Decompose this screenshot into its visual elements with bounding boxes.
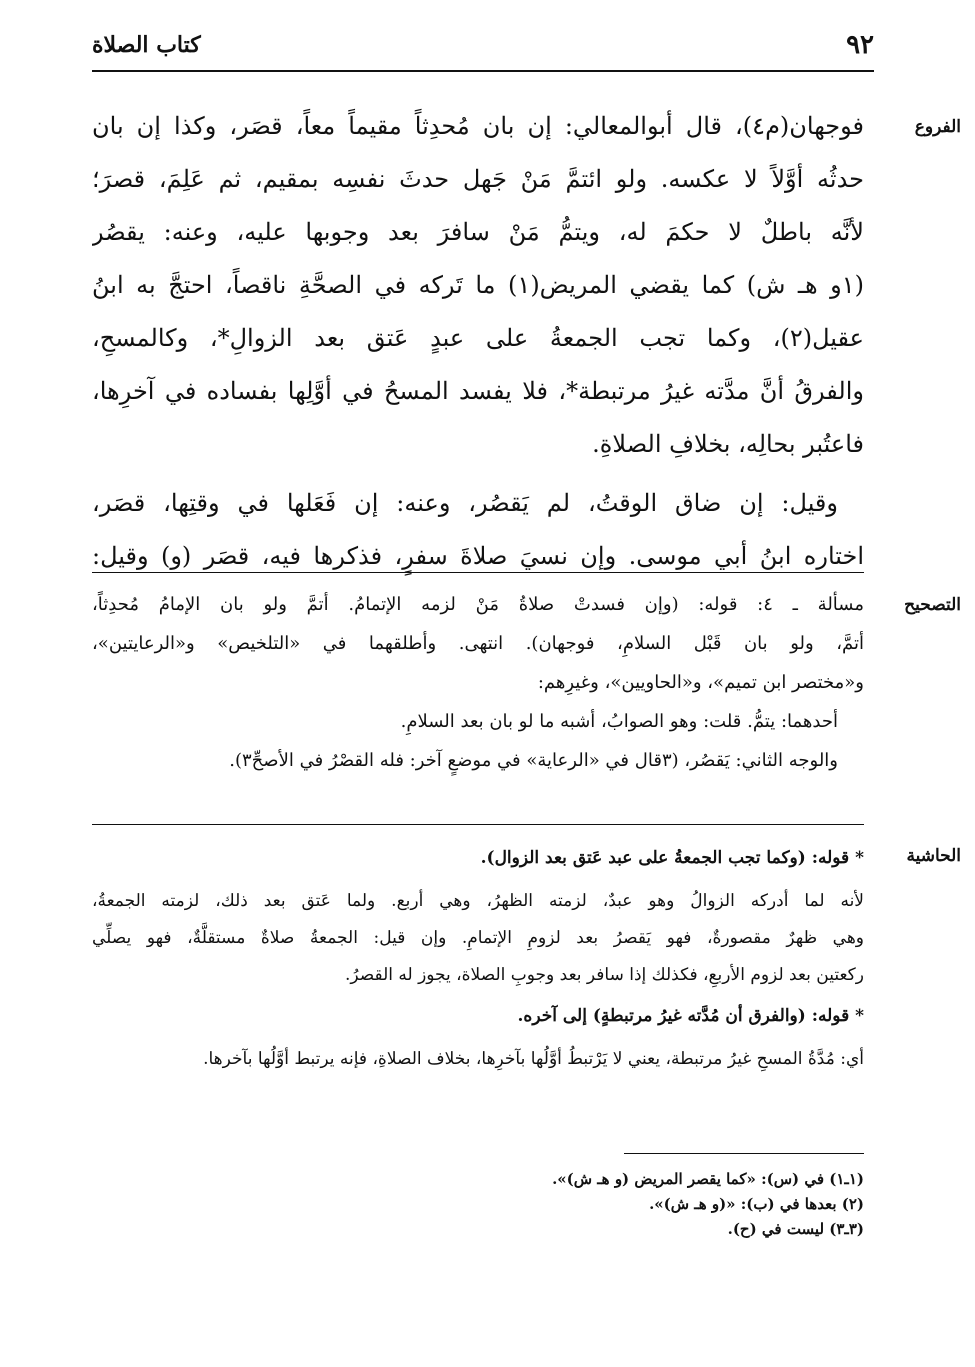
hashiya-line: أي: مُدَّةُ المسحِ غيرُ مرتبطة، يعني لا يَرْتبطُ أوَّلُها بآخرِها، بخلاف الصلاةِ، فإنه يرتبط أوَّلُها بآخرها.: [203, 1049, 864, 1069]
furu-line: والفرقُ أنَّ مدَّته غيرُ مرتبطة*، فلا يفسد المسحُ في أوَّلِها بفساده في آخرِها،: [92, 377, 864, 405]
tashih-line: والوجه الثاني: يَقصُر، (٣قال في «الرعاية» في موضعٍ آخر: فله القصْرُ في الأصحِّ٣).: [229, 750, 838, 771]
label-tashih: التصحيح: [904, 595, 961, 615]
tashih-line: أتمَّ، ولو بان قَبْل السلامِ، فوجهان). انتهى. وأطلقهما في «التلخيص» و«الرعايتين»،: [92, 633, 864, 654]
hashiya-line: وهي ظهرٌ مقصورةٌ، فهو يَقصرُ بعد لزومِ الإتمامِ. وإن قيل: الجمعةُ صلاةٌ مستقلَّةٌ، فهو يصلِّي: [92, 928, 864, 948]
furu-line: فوجهان(م٤)، قال أبوالمعالي: إن بان مُحدِثاً مقيماً معاً، قصَر، وكذا إن بان: [92, 112, 864, 140]
tashih-section: [92, 585, 864, 780]
tashih-line: أحدهما: يتمُّ. قلت: وهو الصوابُ، أشبه ما لو بان بعد السلامِ.: [400, 711, 838, 732]
section-rule: [92, 572, 864, 573]
furu-line: اختاره ابنُ أبي موسى. وإن نسيَ صلاةَ سفرٍ، فذكرها فيه، قصَر (و) وقيل:: [92, 542, 864, 570]
footnote: (٢) بعدها في (ب): «(و هـ ش)».: [649, 1195, 864, 1213]
hashiya-quote: * قوله: (وكما تجب الجمعةُ على عبد عَتق بعد الزوال).: [480, 848, 864, 868]
tashih-line: و«مختصر ابن تميم»، و«الحاويين»، وغيرِهم:: [537, 672, 864, 693]
label-hashiya: الحاشية: [906, 846, 961, 866]
furu-line: وقيل: إن ضاق الوقتُ، لم يَقصُر، وعنه: إن فَعَلها في وقتِها، قصَر،: [92, 489, 838, 517]
footnotes: [92, 1167, 864, 1242]
footnote: (١ـ١) في (س): «كما يقصر المريض (و هـ ش)».: [552, 1170, 864, 1188]
page-number: ٩٢: [846, 30, 874, 60]
hashiya-line: لأنه لما أدركه الزوالُ وهو عبدٌ، لزمته الظهرُ، وهي أربع. ولما عَتق بعد ذلك، لزمته الجمعةُ،: [92, 891, 864, 911]
section-rule: [92, 824, 864, 825]
header-rule: [92, 70, 874, 72]
page-header: [92, 28, 874, 64]
furu-line: حدثُه أوَّلاً لا عكسه. ولو ائتمَّ مَنْ جَهل حدثَ نفسِه بمقيم، ثم عَلِمَ، قصرَ؛: [92, 165, 864, 193]
furu-line: لأنَّه باطلٌ لا حكمَ له، ويتمُّ مَنْ سافرَ بعد وجوبها عليه، وعنه: يقصُر: [92, 218, 864, 246]
tashih-line: مسألة ـ ٤: قوله: (وإن فسدتْ صلاةُ مَنْ لزمه الإتمامُ. أتمَّ ولو بان الإمامُ مُحدِثاً،: [92, 594, 864, 615]
running-title: كتاب الصلاة: [92, 32, 201, 58]
furu-section: [92, 100, 864, 583]
label-furu: الفروع: [914, 117, 961, 137]
footnote-rule: [624, 1153, 864, 1154]
footnote: (٣ـ٣) ليست في (ح).: [727, 1220, 864, 1238]
hashiya-quote: * قوله: (والفرق أن مُدَّته غيرُ مرتبطةٍ) إلى آخره.: [517, 1006, 864, 1026]
hashiya-section: [92, 840, 864, 1078]
furu-line: فاعتُبر بحالِه، بخلافِ الصلاةِ.: [592, 430, 864, 458]
furu-line: عقيل(٢)، وكما تجب الجمعةُ على عبدٍ عَتق بعد الزوالِ*، وكالمسحِ،: [92, 324, 864, 352]
furu-line: (١و هـ ش) كما يقضي المريض(١) ما تَركه في الصحَّةِ ناقصاً، احتجَّ به ابنُ: [92, 271, 864, 299]
hashiya-line: ركعتين بعد لزوم الأربعِ، فكذلك إذا سافر بعد وجوبِ الصلاة، يجوز له القصرُ.: [344, 965, 864, 985]
